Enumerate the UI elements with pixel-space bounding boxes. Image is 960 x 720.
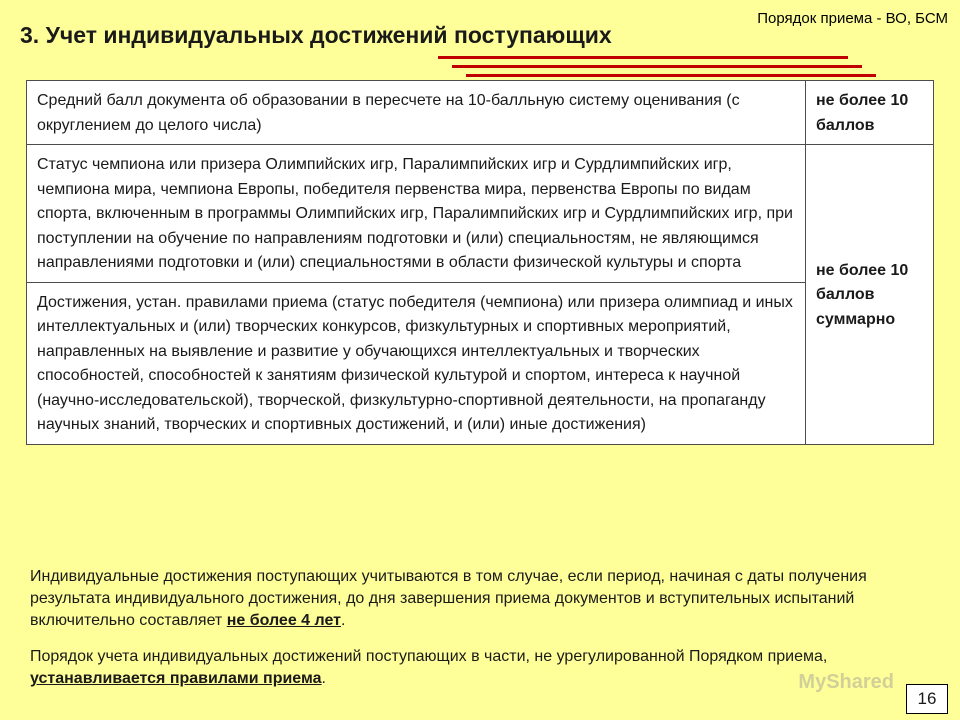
criterion-cell: Статус чемпиона или призера Олимпийских игр, Паралимпийских игр и Сурдлимпийских игр, чемпиона мира, чемпиона Европы, победителя первенства мира, первенства Европы по видам спорта, включенным в программы Олимпийских игр, Паралимпийских игр и Сурдлимпийских игр, при поступлении на обучение по направлениям подготовки и (или) специальностям, не являющимся направлениями подготовки и (или) специальностями в области физической культуры и спорта bbox=[27, 145, 806, 283]
limit-cell: не более 10 баллов bbox=[806, 81, 934, 145]
table-row bbox=[27, 81, 934, 145]
criterion-cell: Средний балл документа об образовании в пересчете на 10-балльную систему оценивания (с округлением до целого числа) bbox=[27, 81, 806, 145]
table-row bbox=[27, 145, 934, 283]
criterion-cell: Достижения, устан. правилами приема (статус победителя (чемпиона) или призера олимпиад и иных интеллектуальных и (или) творческих конкурсов, физкультурных и спортивных мероприятий, направленных на выявление и развитие у обучающихся интеллектуальных и творческих способностей, способностей к занятиям физической культурой и спортом, интереса к научной (научно-исследовательской), творческой, физкультурно-спортивной деятельности, на пропаганду научных знаний, творческих и спортивных достижений, и (или) иные достижения) bbox=[27, 282, 806, 444]
title-underline-3 bbox=[466, 74, 876, 77]
title-underline-1 bbox=[438, 56, 848, 59]
note-emphasis: устанавливается правилами приема bbox=[30, 670, 322, 687]
header-section-label: Порядок приема - ВО, БСМ bbox=[757, 10, 948, 27]
slide-title: 3. Учет индивидуальных достижений поступающих bbox=[20, 22, 612, 48]
note-period: . bbox=[321, 670, 326, 687]
note-emphasis: не более 4 лет bbox=[226, 612, 341, 629]
note-text: Порядок учета индивидуальных достижений поступающих в части, не урегулированной Порядком приема, bbox=[30, 648, 828, 665]
limit-cell-shared: не более 10 баллов суммарно bbox=[806, 145, 934, 445]
note-text: Индивидуальные достижения поступающих учитываются в том случае, если период, начиная с даты получения результата индивидуального достижения, до дня завершения приема документов и вступительных испытаний включительно составляет bbox=[30, 568, 867, 629]
title-underline-2 bbox=[452, 65, 862, 68]
note-paragraph bbox=[30, 566, 935, 632]
note-period: . bbox=[340, 612, 346, 629]
watermark-logo: MyShared bbox=[798, 671, 894, 693]
page-number: 16 bbox=[906, 684, 948, 714]
achievements-table bbox=[26, 80, 934, 445]
table-row bbox=[27, 282, 934, 444]
